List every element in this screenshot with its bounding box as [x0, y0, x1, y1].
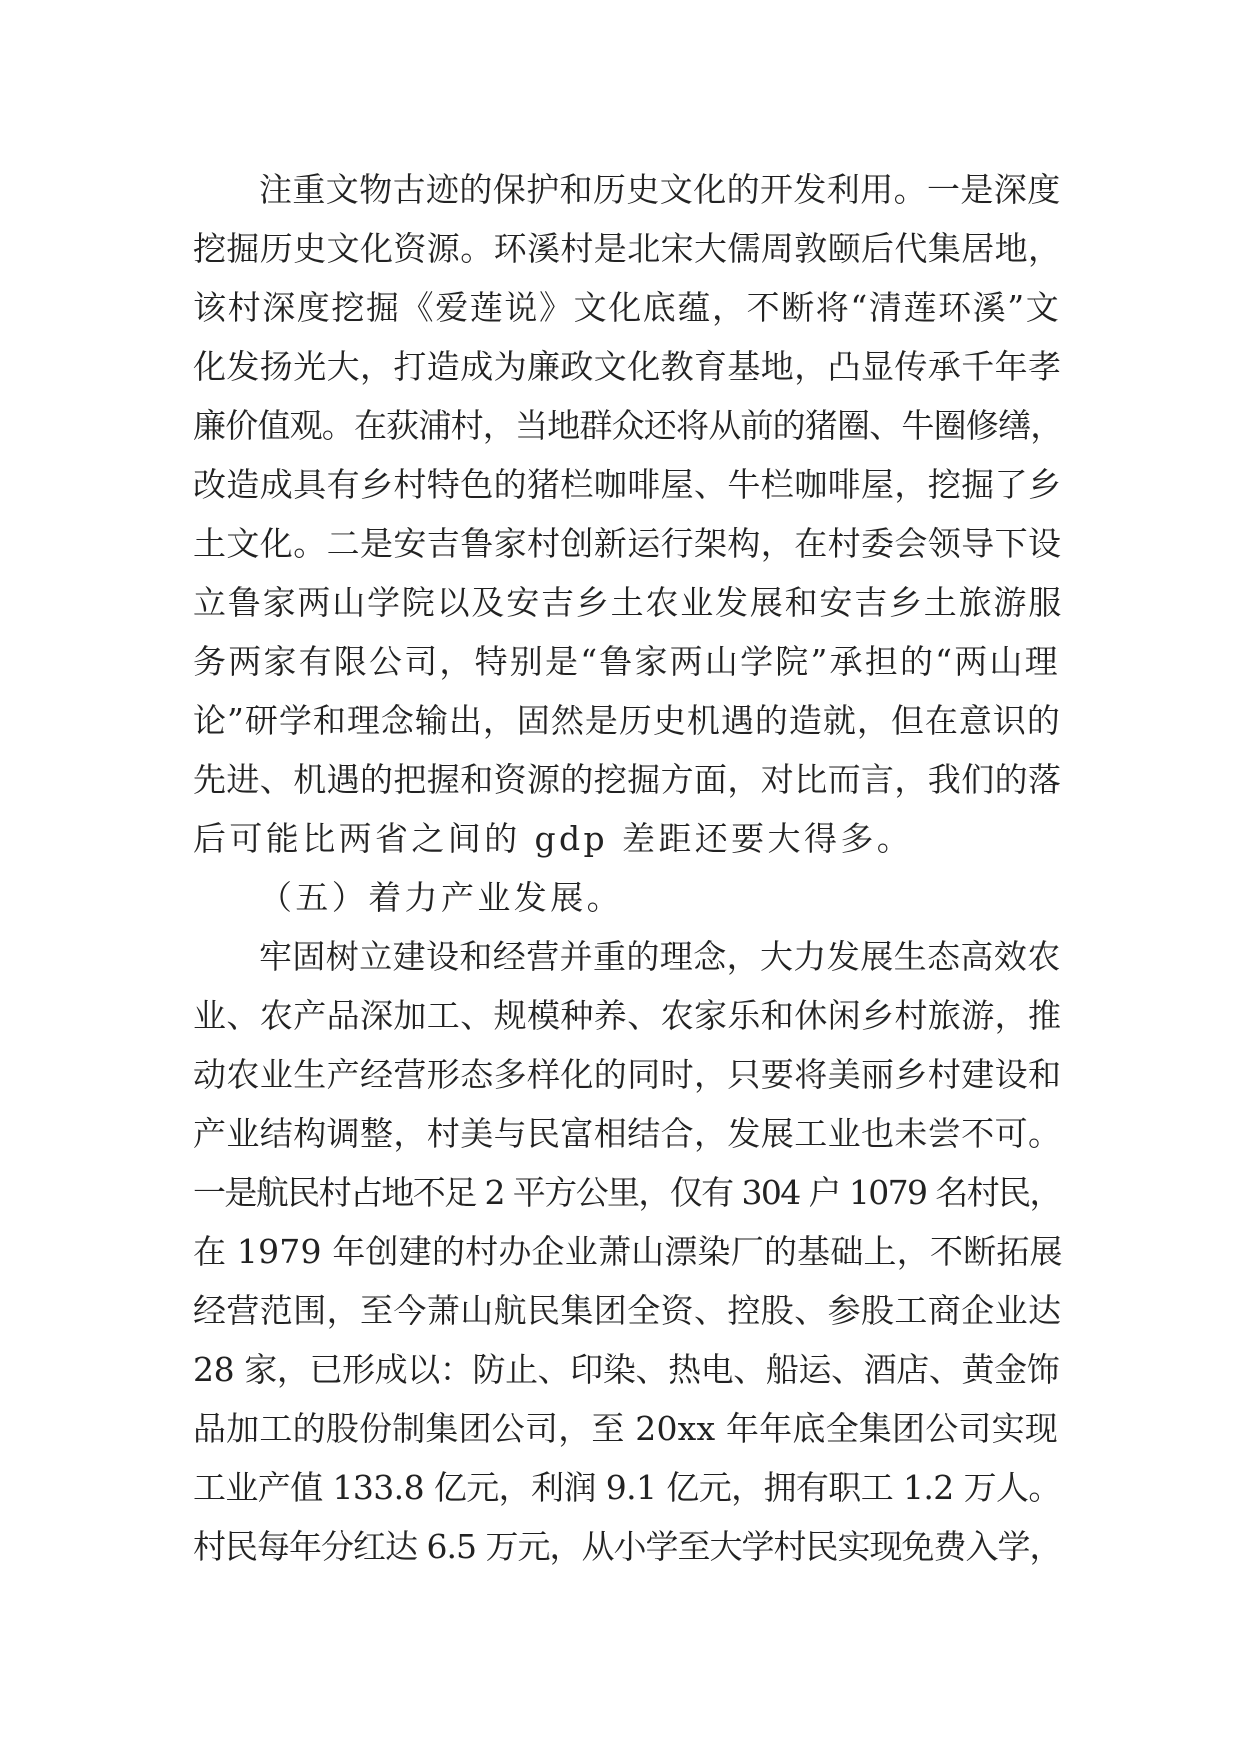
paragraph-line: 一是航民村占地不足 2 平方公里，仅有 304 户 1079 名村民， — [193, 1173, 1061, 1212]
paragraph-line: 注重文物古迹的保护和历史文化的开发利用。一是深度 — [259, 170, 1061, 209]
paragraph-line: 该村深度挖掘《爱莲说》文化底蕴，不断将“清莲环溪”文 — [193, 288, 1061, 327]
paragraph-line: 28 家，已形成以：防止、印染、热电、船运、酒店、黄金饰 — [193, 1350, 1060, 1389]
paragraph-line: 牢固树立建设和经营并重的理念，大力发展生态高效农 — [259, 937, 1061, 976]
paragraph-line: 动农业生产经营形态多样化的同时，只要将美丽乡村建设和 — [193, 1055, 1062, 1094]
paragraph-line: 先进、机遇的把握和资源的挖掘方面，对比而言，我们的落 — [193, 760, 1062, 799]
paragraph-line: 廉价值观。在荻浦村，当地群众还将从前的猪圈、牛圈修缮， — [193, 406, 1063, 445]
paragraph-line: 业、农产品深加工、规模种养、农家乐和休闲乡村旅游，推 — [193, 996, 1062, 1035]
paragraph-line: 工业产值 133.8 亿元，利润 9.1 亿元，拥有职工 1.2 万人。 — [193, 1468, 1061, 1507]
paragraph-line: 论”研学和理念输出，固然是历史机遇的造就，但在意识的 — [193, 701, 1061, 740]
section-heading: （五）着力产业发展。 — [259, 878, 623, 917]
paragraph-line: 村民每年分红达 6.5 万元，从小学至大学村民实现免费入学， — [193, 1527, 1062, 1566]
paragraph-line: 品加工的股份制集团公司，至 20xx 年年底全集团公司实现 — [193, 1409, 1058, 1448]
paragraph-line: 化发扬光大，打造成为廉政文化教育基地，凸显传承千年孝 — [193, 347, 1062, 386]
paragraph-line: 土文化。二是安吉鲁家村创新运行架构，在村委会领导下设 — [193, 524, 1062, 563]
paragraph-line: 产业结构调整，村美与民富相结合，发展工业也未尝不可。 — [193, 1114, 1062, 1153]
paragraph-line: 在 1979 年创建的村办企业萧山漂染厂的基础上，不断拓展 — [193, 1232, 1063, 1271]
body-text — [193, 160, 1063, 1576]
paragraph-line: 改造成具有乡村特色的猪栏咖啡屋、牛栏咖啡屋，挖掘了乡 — [193, 465, 1062, 504]
paragraph-line: 后可能比两省之间的 gdp 差距还要大得多。 — [193, 819, 914, 858]
paragraph-line: 经营范围，至今萧山航民集团全资、控股、参股工商企业达 — [193, 1291, 1062, 1330]
paragraph-line: 挖掘历史文化资源。环溪村是北宋大儒周敦颐后代集居地， — [193, 229, 1062, 268]
paragraph-line: 务两家有限公司，特别是“鲁家两山学院”承担的“两山理 — [193, 642, 1060, 681]
paragraph-line: 立鲁家两山学院以及安吉乡土农业发展和安吉乡土旅游服 — [193, 583, 1063, 622]
